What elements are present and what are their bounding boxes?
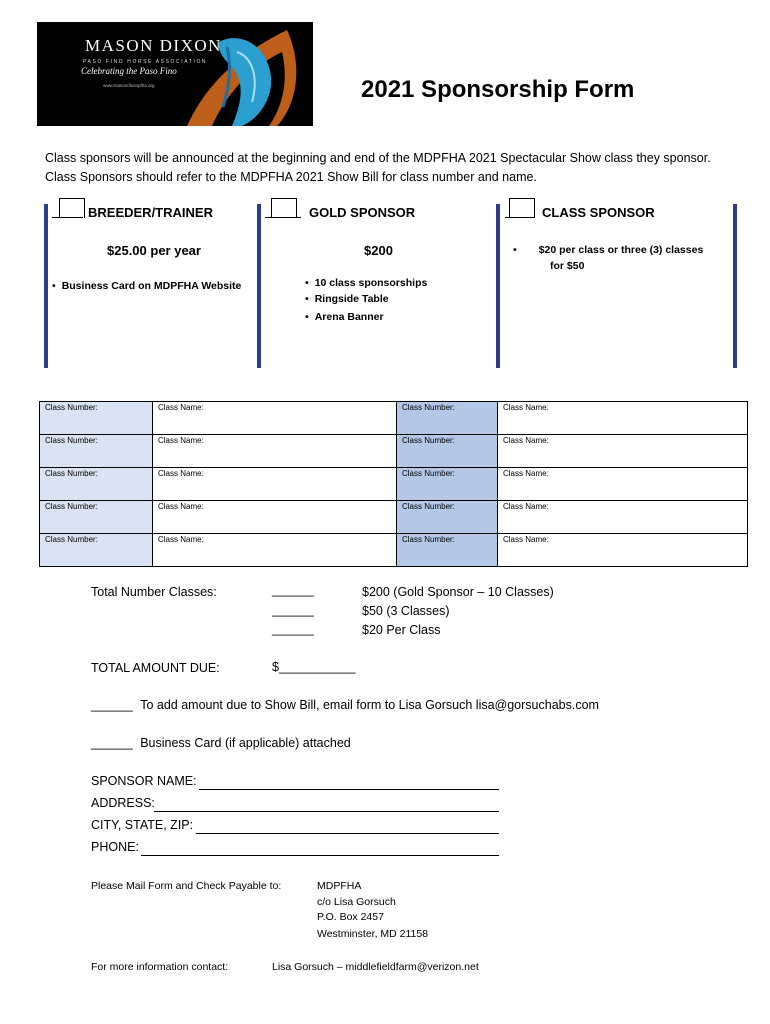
class-number-cell[interactable]: Class Number: xyxy=(40,501,153,534)
gold-sponsor-checkbox[interactable] xyxy=(271,198,297,218)
table-row xyxy=(40,534,748,567)
total-amount-field[interactable]: $___________ xyxy=(272,660,356,674)
level-bullet: • Arena Banner xyxy=(305,311,384,323)
level-name-breeder-trainer: BREEDER/TRAINER xyxy=(88,205,213,220)
logo-url: www.masondixonpfha.org xyxy=(103,83,155,88)
total-classes-label: Total Number Classes: xyxy=(91,585,217,599)
option-per-class: $20 Per Class xyxy=(362,623,441,637)
intro-line-1: Class sponsors will be announced at the beginning and end of the MDPFHA 2021 Spectacular Show class they sponsor. xyxy=(45,151,711,165)
class-name-cell[interactable]: Class Name: xyxy=(153,534,397,567)
level-bullet: • $20 per class or three (3) classes xyxy=(513,244,704,256)
address-field[interactable] xyxy=(154,811,499,812)
option-gold: $200 (Gold Sponsor – 10 Classes) xyxy=(362,585,554,599)
class-number-cell[interactable]: Class Number: xyxy=(40,468,153,501)
class-number-cell[interactable]: Class Number: xyxy=(40,534,153,567)
class-name-cell[interactable]: Class Name: xyxy=(498,501,748,534)
class-number-cell[interactable]: Class Number: xyxy=(397,402,498,435)
three-class-count-blank[interactable]: ______ xyxy=(272,603,314,617)
mail-address-line: Westminster, MD 21158 xyxy=(317,928,429,940)
show-bill-blank[interactable]: ______ xyxy=(91,698,133,712)
level-bullet: • Ringside Table xyxy=(305,293,389,305)
level-price-gold-sponsor: $200 xyxy=(364,243,393,258)
business-card-blank[interactable]: ______ xyxy=(91,736,133,750)
intro-line-2: Class Sponsors should refer to the MDPFHA 2021 Show Bill for class number and name. xyxy=(45,170,537,184)
checkbox-underline xyxy=(52,217,83,218)
level-divider xyxy=(496,204,500,368)
class-table xyxy=(39,401,748,567)
total-amount-label: TOTAL AMOUNT DUE: xyxy=(91,661,220,675)
class-number-cell[interactable]: Class Number: xyxy=(397,435,498,468)
gold-count-blank[interactable]: ______ xyxy=(272,583,314,597)
level-divider xyxy=(44,204,48,368)
level-name-gold-sponsor: GOLD SPONSOR xyxy=(309,205,416,220)
address-label: ADDRESS: xyxy=(91,796,155,810)
class-number-cell[interactable]: Class Number: xyxy=(40,435,153,468)
contact-value: Lisa Gorsuch – middlefieldfarm@verizon.net xyxy=(272,961,479,973)
page-title: 2021 Sponsorship Form xyxy=(361,76,635,103)
level-divider xyxy=(257,204,261,368)
class-name-cell[interactable]: Class Name: xyxy=(153,468,397,501)
checkbox-underline xyxy=(505,217,534,218)
class-name-cell[interactable]: Class Name: xyxy=(498,402,748,435)
sponsor-name-field[interactable] xyxy=(199,789,499,790)
logo-subtitle: PASO FINO HORSE ASSOCIATION xyxy=(83,59,208,65)
per-class-count-blank[interactable]: ______ xyxy=(272,622,314,636)
table-row xyxy=(40,435,748,468)
city-state-zip-label: CITY, STATE, ZIP: xyxy=(91,818,194,832)
checkbox-underline xyxy=(265,217,301,218)
level-price-breeder-trainer: $25.00 per year xyxy=(107,243,201,258)
class-name-cell[interactable]: Class Name: xyxy=(153,435,397,468)
class-number-cell[interactable]: Class Number: xyxy=(397,501,498,534)
class-number-cell[interactable]: Class Number: xyxy=(397,534,498,567)
phone-field[interactable] xyxy=(141,855,499,856)
mail-address-line: P.O. Box 2457 xyxy=(317,911,384,923)
level-bullet-continued: for $50 xyxy=(550,260,585,272)
mail-label: Please Mail Form and Check Payable to: xyxy=(91,880,282,892)
city-state-zip-field[interactable] xyxy=(196,833,499,834)
class-name-cell[interactable]: Class Name: xyxy=(153,501,397,534)
option-three-classes: $50 (3 Classes) xyxy=(362,604,450,618)
business-card-text: Business Card (if applicable) attached xyxy=(140,736,351,750)
sponsor-name-label: SPONSOR NAME: xyxy=(91,774,197,788)
mail-address-line: c/o Lisa Gorsuch xyxy=(317,896,396,908)
business-card-option[interactable] xyxy=(91,736,351,750)
class-name-cell[interactable]: Class Name: xyxy=(498,468,748,501)
mail-address-line: MDPFHA xyxy=(317,880,362,892)
class-name-cell[interactable]: Class Name: xyxy=(498,435,748,468)
class-number-cell[interactable]: Class Number: xyxy=(40,402,153,435)
table-row xyxy=(40,501,748,534)
class-number-cell[interactable]: Class Number: xyxy=(397,468,498,501)
class-sponsor-checkbox[interactable] xyxy=(509,198,535,218)
logo-brand: MASON DIXON xyxy=(85,36,222,55)
level-divider xyxy=(733,204,737,368)
show-bill-option[interactable] xyxy=(91,698,599,712)
show-bill-text: To add amount due to Show Bill, email form to Lisa Gorsuch lisa@gorsuchabs.com xyxy=(140,698,599,712)
association-logo xyxy=(37,22,313,126)
contact-label: For more information contact: xyxy=(91,961,229,973)
logo-tagline: Celebrating the Paso Fino xyxy=(81,66,177,76)
class-name-cell[interactable]: Class Name: xyxy=(153,402,397,435)
breeder-trainer-checkbox[interactable] xyxy=(59,198,85,218)
phone-label: PHONE: xyxy=(91,840,139,854)
table-row xyxy=(40,468,748,501)
level-bullet: • Business Card on MDPFHA Website xyxy=(52,280,242,292)
level-bullet: • 10 class sponsorships xyxy=(305,277,428,289)
table-row xyxy=(40,402,748,435)
class-name-cell[interactable]: Class Name: xyxy=(498,534,748,567)
level-name-class-sponsor: CLASS SPONSOR xyxy=(542,205,655,220)
